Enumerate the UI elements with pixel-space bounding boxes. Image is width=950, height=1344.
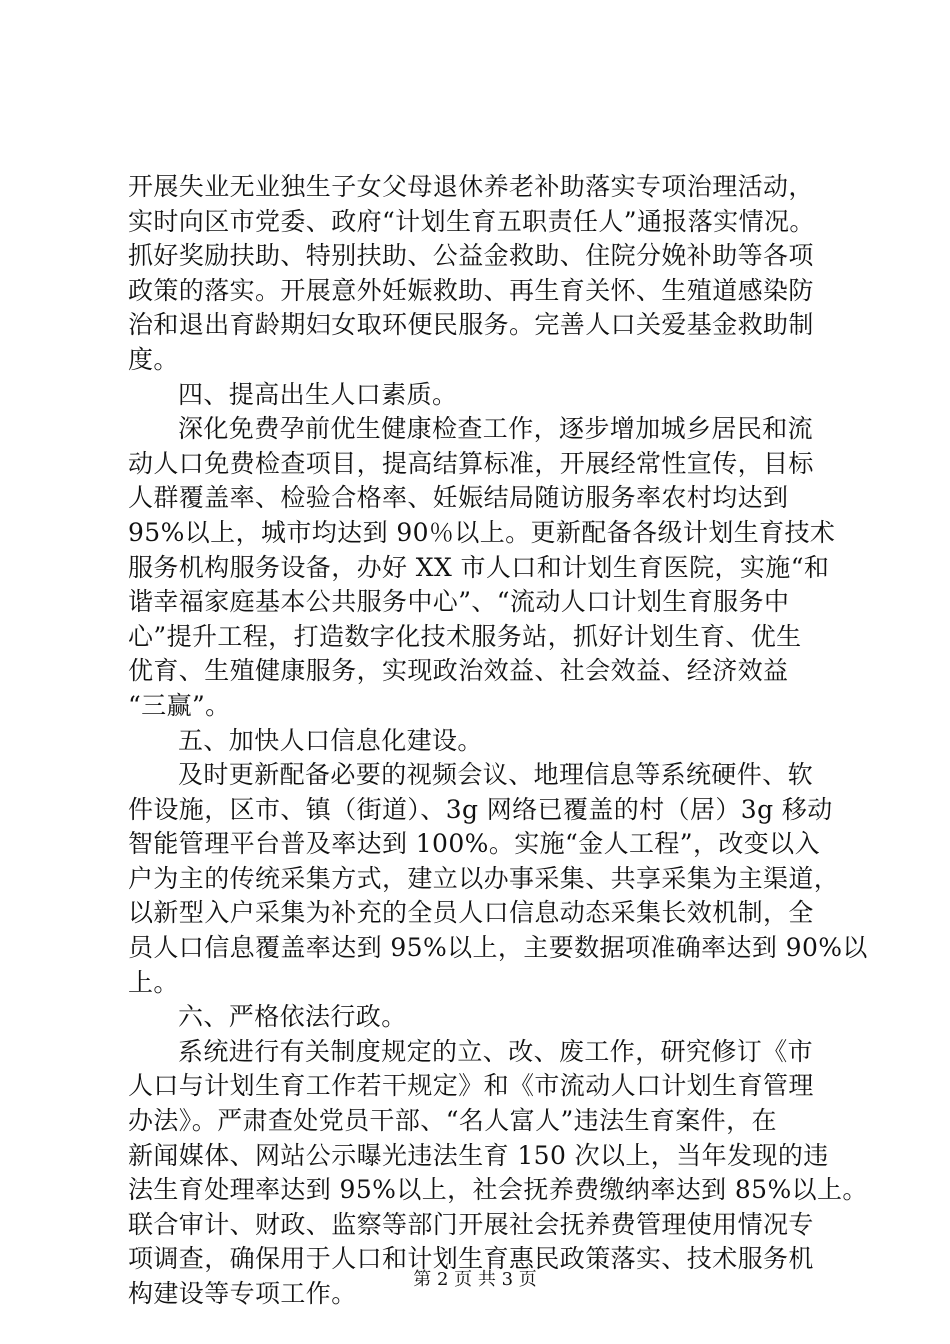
paragraph-start-line: 系统进行有关制度规定的立、改、废工作，研究修订《市 [178,1036,814,1066]
text-line: 件设施，区市、镇（街道）、3g 网络已覆盖的村（居）3g 移动 [128,794,833,824]
text-line: 开展失业无业独生子女父母退休养老补助落实专项治理活动， [128,172,814,201]
document-body [128,170,868,1312]
text-line: 智能管理平台普及率达到 100%。实施“金人工程”，改变以入 [128,829,820,859]
text-line: “三赢”。 [128,690,231,720]
text-line: 办法》。严肃查处党员干部、“名人富人”违法生育案件，在 [128,1106,777,1136]
text-line: 服务机构服务设备，办好 XX 市人口和计划生育医院，实施“和 [128,552,830,582]
text-line: 人群覆盖率、检验合格率、妊娠结局随访服务率农村均达到 [128,483,789,513]
text-line: 度。 [128,344,179,374]
text-line: 95%以上，城市均达到 90％以上。更新配备各级计划生育技术 [128,517,836,547]
text-line: 户为主的传统采集方式，建立以办事采集、共享采集为主渠道， [128,863,840,893]
text-line: 上。 [128,967,179,997]
text-line: 心”提升工程，打造数字化技术服务站，抓好计划生育、优生 [128,621,802,651]
page-footer: 第 2 页 共 3 页 [413,1269,537,1290]
paragraph-start-line: 及时更新配备必要的视频会议、地理信息等系统硬件、软 [178,760,814,790]
text-line: 实时向区市党委、政府“计划生育五职责任人”通报落实情况。 [128,206,815,236]
text-line: 联合审计、财政、监察等部门开展社会抚养费管理使用情况专 [128,1209,814,1239]
text-line: 政策的落实。开展意外妊娠救助、再生育关怀、生殖道感染防 [128,275,814,305]
text-line: 动人口免费检查项目，提高结算标准，开展经常性宣传，目标 [128,448,814,478]
text-line: 抓好奖励扶助、特别扶助、公益金救助、住院分娩补助等各项 [128,241,814,271]
text-line: 以新型入户采集为补充的全员人口信息动态采集长效机制，全 [128,898,814,928]
text-line: 人口与计划生育工作若干规定》和《市流动人口计划生育管理 [128,1071,814,1101]
paragraph-start-line: 深化免费孕前优生健康检查工作，逐步增加城乡居民和流 [178,414,814,444]
paragraph-start-line: 五、加快人口信息化建设。 [178,725,483,755]
paragraph-start-line: 四、提高出生人口素质。 [178,379,458,409]
text-line: 项调查，确保用于人口和计划生育惠民政策落实、技术服务机 [128,1244,814,1274]
text-line: 谐幸福家庭基本公共服务中心”、“流动人口计划生育服务中 [128,587,790,617]
text-line: 法生育处理率达到 95%以上，社会抚养费缴纳率达到 85%以上。 [128,1175,868,1205]
text-line: 构建设等专项工作。 [128,1279,357,1308]
text-line: 员人口信息覆盖率达到 95%以上，主要数据项准确率达到 90%以 [128,933,868,963]
paragraph-start-line: 六、严格依法行政。 [178,1002,407,1032]
text-line: 治和退出育龄期妇女取环便民服务。完善人口关爱基金救助制 [128,310,814,340]
text-line: 新闻媒体、网站公示曝光违法生育 150 次以上，当年发现的违 [128,1140,829,1170]
text-line: 优育、生殖健康服务，实现政治效益、社会效益、经济效益 [128,656,789,686]
